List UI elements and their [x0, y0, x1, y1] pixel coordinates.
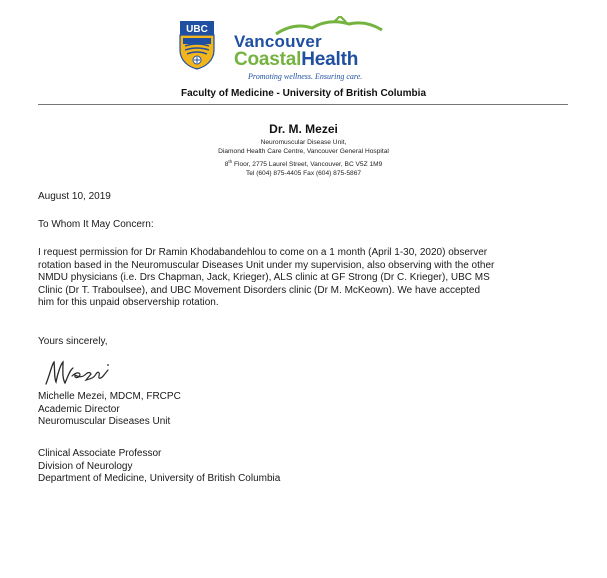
academic-title: Clinical Associate Professor: [38, 448, 162, 459]
sender-block: [0, 122, 607, 179]
academic-division: Division of Neurology: [38, 460, 133, 472]
sender-floor-number: 8: [224, 161, 229, 168]
vch-vancouver-text: Vancouver: [234, 32, 322, 51]
sender-floor-suffix: th: [228, 158, 233, 164]
sender-unit: Neuromuscular Disease Unit,: [260, 139, 347, 146]
vch-coastal-word: Coastal: [234, 49, 302, 70]
vch-logo: [228, 22, 388, 82]
academic-titles-block: [38, 448, 280, 486]
vch-coastal-health-text: [234, 49, 358, 71]
academic-department: Department of Medicine, University of British Columbia: [38, 473, 281, 485]
vch-health-word: Health: [301, 49, 359, 70]
sender-address: [0, 157, 607, 170]
letter-salutation: To Whom It May Concern:: [38, 219, 154, 230]
body-line: rotation based in the Neuromuscular Diseases Unit under my supervision, also observing with the other: [38, 259, 495, 271]
signatory-name: Michelle Mezei, MDCM, FRCPC: [38, 391, 181, 402]
faculty-heading: Faculty of Medicine - University of British Columbia: [180, 88, 427, 99]
body-line: Clinic (Dr T. Traboulsee), and UBC Movement Disorders clinic (Dr M. McKeown). We have accepted: [38, 284, 481, 296]
signatory-role: Academic Director: [38, 403, 120, 415]
ubc-crest-text: UBC: [186, 24, 208, 35]
sender-centre: Diamond Health Care Centre, Vancouver General Hospital: [218, 148, 389, 156]
sender-name: Dr. M. Mezei: [269, 122, 338, 136]
signatory-unit: Neuromuscular Diseases Unit: [38, 416, 171, 428]
sender-phone-fax: Tel (604) 875-4405 Fax (604) 875-5867: [245, 170, 362, 178]
handwritten-signature: [42, 356, 122, 393]
letter-body-paragraph: [38, 247, 566, 310]
body-line: NMDU physicians (i.e. Drs Chapman, Jack, Krieger), ALS clinic at GF Strong (Dr C. Krieger), UBC MS: [38, 272, 490, 284]
body-line: him for this unpaid observership rotation.: [38, 297, 219, 309]
header-divider: [38, 104, 568, 105]
sender-address-rest: Floor, 2775 Laurel Street, Vancouver, BC V5Z 1M9: [232, 161, 383, 168]
letter-date: August 10, 2019: [38, 191, 111, 202]
body-line: I request permission for Dr Ramin Khodabandehlou to come on a 1 month (April 1-30, 2020) observer: [38, 247, 488, 258]
signatory-block: [38, 391, 181, 429]
letter-closing: Yours sincerely,: [38, 336, 108, 347]
vch-tagline: Promoting wellness. Ensuring care.: [248, 72, 363, 81]
ubc-crest-logo: [179, 20, 215, 70]
